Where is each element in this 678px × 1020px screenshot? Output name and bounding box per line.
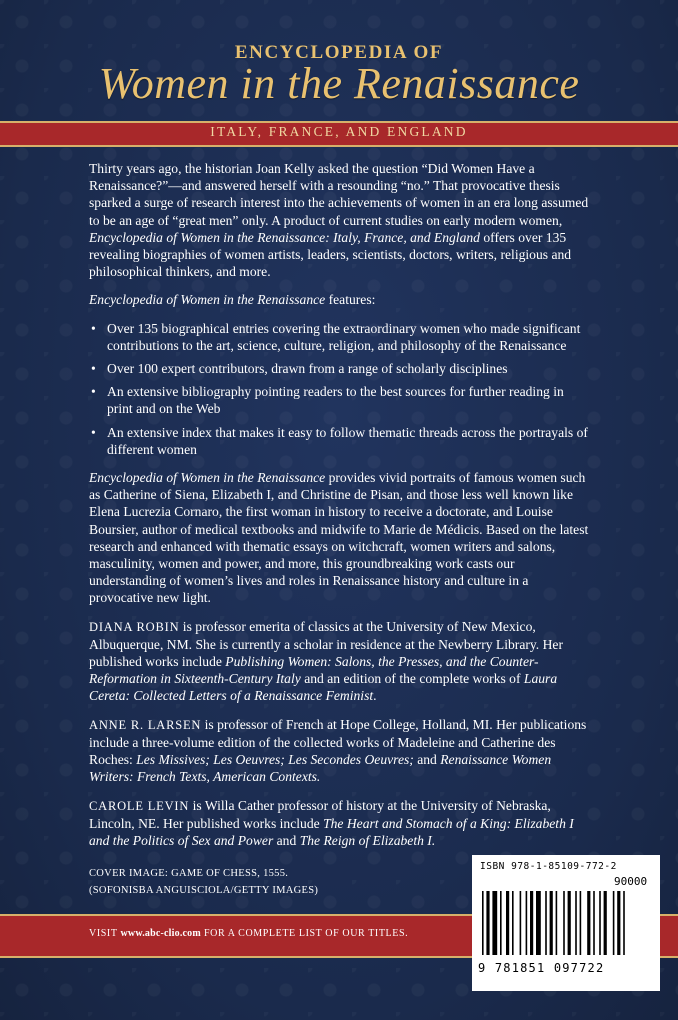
barcode-bar	[604, 891, 607, 955]
barcode-bar	[520, 891, 522, 955]
credit-line-1: COVER IMAGE: GAME OF CHESS, 1555.	[89, 868, 289, 879]
author-name: DIANA ROBIN	[89, 619, 180, 634]
barcode-bar	[593, 891, 595, 955]
bio-work-title: Renaissance Women Writers: French Texts, American Contexts.	[89, 752, 552, 785]
barcode-bar	[556, 891, 558, 955]
visit-suffix: FOR A COMPLETE LIST OF OUR TITLES.	[200, 928, 409, 939]
barcode-bar	[492, 891, 497, 955]
barcode-bar	[623, 891, 625, 955]
author-bio-larsen	[89, 716, 591, 786]
barcode-bar	[506, 891, 509, 955]
bio-work-title: Les Missives; Les Oeuvres; Les Secondes Oeuvres;	[136, 752, 414, 768]
bio-text: is professor emerita of classics at the University of New Mexico, Albuquerque, NM. She is currently a scholar in residence at the Newberry Library. Her published works include	[89, 618, 563, 670]
feature-item: • An extensive bibliography pointing readers to the best sources for further reading in print and on the Web	[89, 383, 591, 417]
barcode-bar	[550, 891, 553, 955]
description-body	[89, 160, 591, 860]
bio-work-title: The Reign of Elizabeth I.	[299, 832, 436, 848]
bio-text: .	[373, 688, 377, 704]
bio-text: and	[413, 752, 441, 768]
barcode-bar	[482, 891, 484, 955]
bio-text: and	[273, 832, 300, 848]
barcode-bar	[613, 891, 615, 955]
barcode-bar	[563, 891, 565, 955]
features-suffix: features:	[325, 292, 376, 308]
bio-work-title: The Heart and Stomach of a King: Elizabeth I and the Politics of Sex and Power	[89, 815, 574, 848]
author-name: CAROLE LEVIN	[89, 798, 190, 813]
barcode-bar	[545, 891, 547, 955]
author-bio-robin	[89, 618, 591, 705]
barcode-bar	[536, 891, 541, 955]
author-name: ANNE R. LARSEN	[89, 717, 202, 732]
barcode-bar	[575, 891, 577, 955]
features-list	[89, 320, 591, 458]
barcode-bars	[480, 891, 652, 959]
visit-prefix: VISIT	[89, 928, 121, 939]
feature-item: • An extensive index that makes it easy to follow thematic threads across the portrayals of different women	[89, 424, 591, 458]
cover-image-credit	[89, 865, 369, 899]
book-subtitle: ITALY, FRANCE, AND ENGLAND	[210, 124, 468, 139]
bio-work-title: Publishing Women: Salons, the Presses, and the Counter-Reformation in Sixteenth-Century Italy	[89, 654, 539, 687]
visit-line	[89, 928, 408, 939]
series-label: ENCYCLOPEDIA OF	[234, 42, 444, 63]
barcode-bar	[587, 891, 590, 955]
intro-text-1: Thirty years ago, the historian Joan Kelly asked the question “Did Women Have a Renaissance?”—and answered herself with a resounding “no.” That provocative thesis sparked a surge of research interest into the achievements of women in an era long assumed to be an age of “great men” only. A product of current studies on early modern women,	[89, 161, 589, 228]
barcode-bar	[486, 891, 489, 955]
bio-text: and an edition of the complete works of	[300, 671, 524, 687]
price-code: 90000	[614, 875, 648, 888]
barcode-bar	[580, 891, 582, 955]
feature-item: • Over 100 expert contributors, drawn from a range of scholarly disciplines	[89, 360, 591, 377]
summary-text: provides vivid portraits of famous women such as Catherine of Siena, Elizabeth I, and Christine de Pisan, and those less well known like Elena Lucrezia Cornaro, the first woman in history to receive a doctorate, and Louise Boursier, author of medical textbooks and midwife to Marie de Médicis. Based on the latest research and enhanced with thematic essays on witchcraft, women writers and salons, masculinity, women and power, and more, this groundbreaking work casts our understanding of women’s lives and roles in Renaissance history and culture in a provocative new light.	[89, 470, 589, 606]
credit-line-2: (SOFONISBA ANGUISCIOLA/GETTY IMAGES)	[89, 885, 319, 896]
barcode-bar	[568, 891, 571, 955]
barcode-bar	[500, 891, 502, 955]
barcode-bar	[526, 891, 528, 955]
author-bio-levin	[89, 797, 591, 850]
bio-text: is Willa Cather professor of history at the University of Nebraska, Lincoln, NE. Her published works include	[89, 797, 551, 831]
barcode-bar	[599, 891, 601, 955]
bio-text: is professor of French at Hope College, Holland, MI. Her publications include a three-volume edition of the collected works of Madeleine and Catherine des Roches:	[89, 716, 587, 768]
barcode-bar	[617, 891, 620, 955]
summary-paragraph	[89, 469, 591, 607]
ean-digits: 9 781851 097722	[478, 961, 605, 975]
features-book-title: Encyclopedia of Women in the Renaissance	[89, 292, 326, 308]
bio-work-title: Laura Cereta: Collected Letters of a Renaissance Feminist	[89, 671, 558, 704]
barcode-bar	[512, 891, 514, 955]
features-heading	[89, 291, 591, 308]
intro-paragraph	[89, 160, 591, 280]
summary-book-title: Encyclopedia of Women in the Renaissance	[89, 470, 326, 486]
isbn-number: ISBN 978-1-85109-772-2	[480, 861, 617, 872]
isbn-barcode	[472, 855, 660, 991]
intro-book-title: Encyclopedia of Women in the Renaissance: Italy, France, and England	[89, 229, 480, 245]
publisher-url[interactable]: www.abc-clio.com	[120, 928, 201, 939]
intro-text-2: offers over 135 revealing biographies of women artists, leaders, scientists, doctors, writers, religious and philosophical thinkers, and more.	[89, 229, 572, 280]
feature-item: • Over 135 biographical entries covering the extraordinary women who made significant contributions to the art, science, culture, religion, and philosophy of the Renaissance	[89, 320, 591, 354]
barcode-bar	[530, 891, 533, 955]
book-title: Women in the Renaissance	[98, 59, 580, 108]
